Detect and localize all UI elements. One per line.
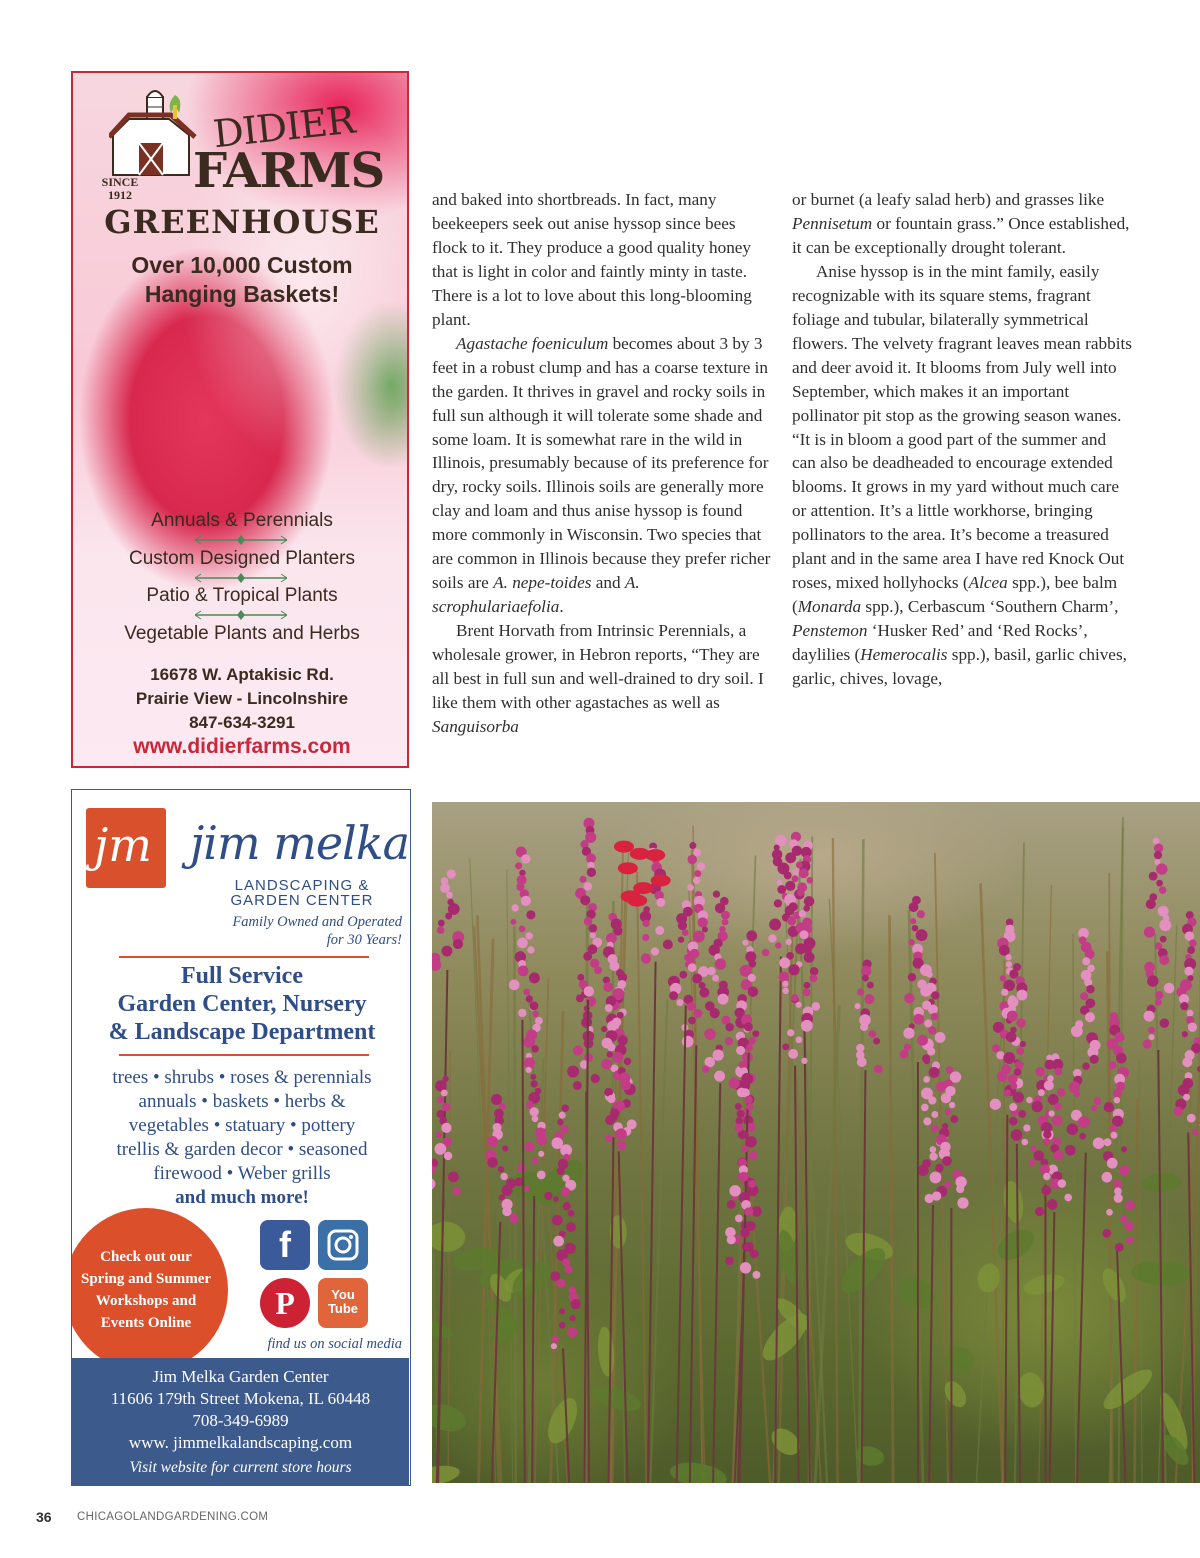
store-info-footer: Jim Melka Garden Center 11606 179th Street Mokena, IL 60448 708-349-6989 www. jimmelkalandscaping.com Visit website for current store hours xyxy=(72,1358,409,1486)
jm-logo-icon: jm xyxy=(86,808,166,888)
brand-name-bottom: FARMS xyxy=(193,143,385,199)
site-name: CHICAGOLANDGARDENING.COM xyxy=(77,1511,269,1523)
paragraph: and baked into shortbreads. In fact, many beekeepers seek out anise hyssop since bees flock to it. They produce a good quality honey that is light in color and faintly minty in taste. There is a lot to love about this long-blooming plant. xyxy=(432,190,752,329)
store-hours-note: Visit website for current store hours xyxy=(129,1459,352,1476)
paragraph: Brent Horvath from Intrinsic Perennials, a wholesale grower, in Hebron reports, “They are all best in full sun and well-drained to dry soil. I like them with other agastaches as well as Sanguisorba xyxy=(432,621,764,736)
divider-icon xyxy=(195,535,287,545)
paragraph: Anise hyssop is in the mint family, easily recognizable with its square stems, fragrant foliage and tubular, bilaterally symmetrical flowers. The velvety fragrant leaves mean rabbits and deer avoid it. It blooms from July well into September, which makes it an important pollinator pit stop as the growing season wanes. “It is in bloom a good part of the summer and can also be deadheaded to encourage extended blooms. It grows in my yard without much care or attention. It’s a little workhorse, bringing pollinators to the area. It’s become a treasured plant and in the same area I have red Knock Out roses, mixed hollyhocks (Alcea spp.), bee balm (Monarda spp.), Cerbascum ‘Southern Charm’, Penstemon ‘Husker Red’ and ‘Red Rocks’, daylilies (Hemerocalis spp.), basil, garlic chives, garlic, chives, lovage, xyxy=(792,261,1132,689)
flower-spikes-illustration xyxy=(432,802,1200,1483)
divider xyxy=(119,1054,369,1056)
brand-subtitle: LANDSCAPING & GARDEN CENTER xyxy=(230,877,374,909)
didier-website-link[interactable]: www.didierfarms.com xyxy=(133,735,351,758)
jim-melka-ad xyxy=(71,789,411,1486)
since-label: SINCE 1912 xyxy=(101,175,139,202)
service-item: Patio & Tropical Plants xyxy=(146,585,338,606)
divider-icon xyxy=(195,573,287,583)
social-media-caption: find us on social media xyxy=(267,1336,402,1352)
didier-address: 16678 W. Aptakisic Rd. Prairie View - Lincolnshire 847-634-3291 xyxy=(135,665,349,732)
divider-icon xyxy=(195,610,287,620)
brand-name-top: DIDIER xyxy=(211,97,357,157)
melka-website-link[interactable]: www. jimmelkalandscaping.com xyxy=(128,1433,353,1452)
service-item: Custom Designed Planters xyxy=(129,548,355,569)
service-item: Vegetable Plants and Herbs xyxy=(124,623,360,644)
service-item: Annuals & Perennials xyxy=(151,510,333,531)
youtube-icon[interactable]: You Tube xyxy=(318,1278,368,1328)
pinterest-icon[interactable]: P xyxy=(260,1278,310,1328)
family-owned-note: Family Owned and Operated for 30 Years! xyxy=(232,914,402,948)
product-list: trees • shrubs • roses & perennials annuals • baskets • herbs & vegetables • statuary • pottery trellis & garden decor • seasoned firewood • Weber grills and much more! xyxy=(112,1067,372,1208)
greenhouse-heading: GREENHOUSE xyxy=(104,203,380,241)
agastache-flower-photo xyxy=(432,802,1200,1483)
article-column-2 xyxy=(792,188,1132,691)
paragraph: or burnet (a leafy salad herb) and grasses like Pennisetum or fountain grass.” Once established, it can be exceptionally drought tolerant. xyxy=(792,190,1130,257)
article-column-1 xyxy=(432,188,772,739)
workshops-badge[interactable]: Check out our Spring and Summer Workshops and Events Online xyxy=(71,1208,228,1372)
headline: Full Service Garden Center, Nursery & Landscape Department xyxy=(108,963,376,1045)
tagline: Over 10,000 Custom Hanging Baskets! xyxy=(131,252,353,307)
facebook-icon[interactable]: f xyxy=(260,1220,310,1270)
paragraph: Agastache foeniculum becomes about 3 by 3 feet in a robust clump and has a coarse texture in the garden. It thrives in gravel and rocky soils in full sun although it will tolerate some shade and some loam. It is somewhat rare in the wild in Illinois, presumably because of its preference for dry, rocky soils. Illinois soils are generally more clay and loam and thus anise hyssop is found more commonly in Wisconsin. Two species that are common in Illinois because they prefer richer soils are A. nepe-toides and A. scrophulariaefolia. xyxy=(432,333,771,617)
divider xyxy=(119,956,369,958)
page-number: 36 xyxy=(36,1509,52,1525)
brand-name: jim melka xyxy=(190,816,410,870)
didier-farms-ad xyxy=(71,71,409,768)
instagram-icon[interactable] xyxy=(318,1220,368,1270)
